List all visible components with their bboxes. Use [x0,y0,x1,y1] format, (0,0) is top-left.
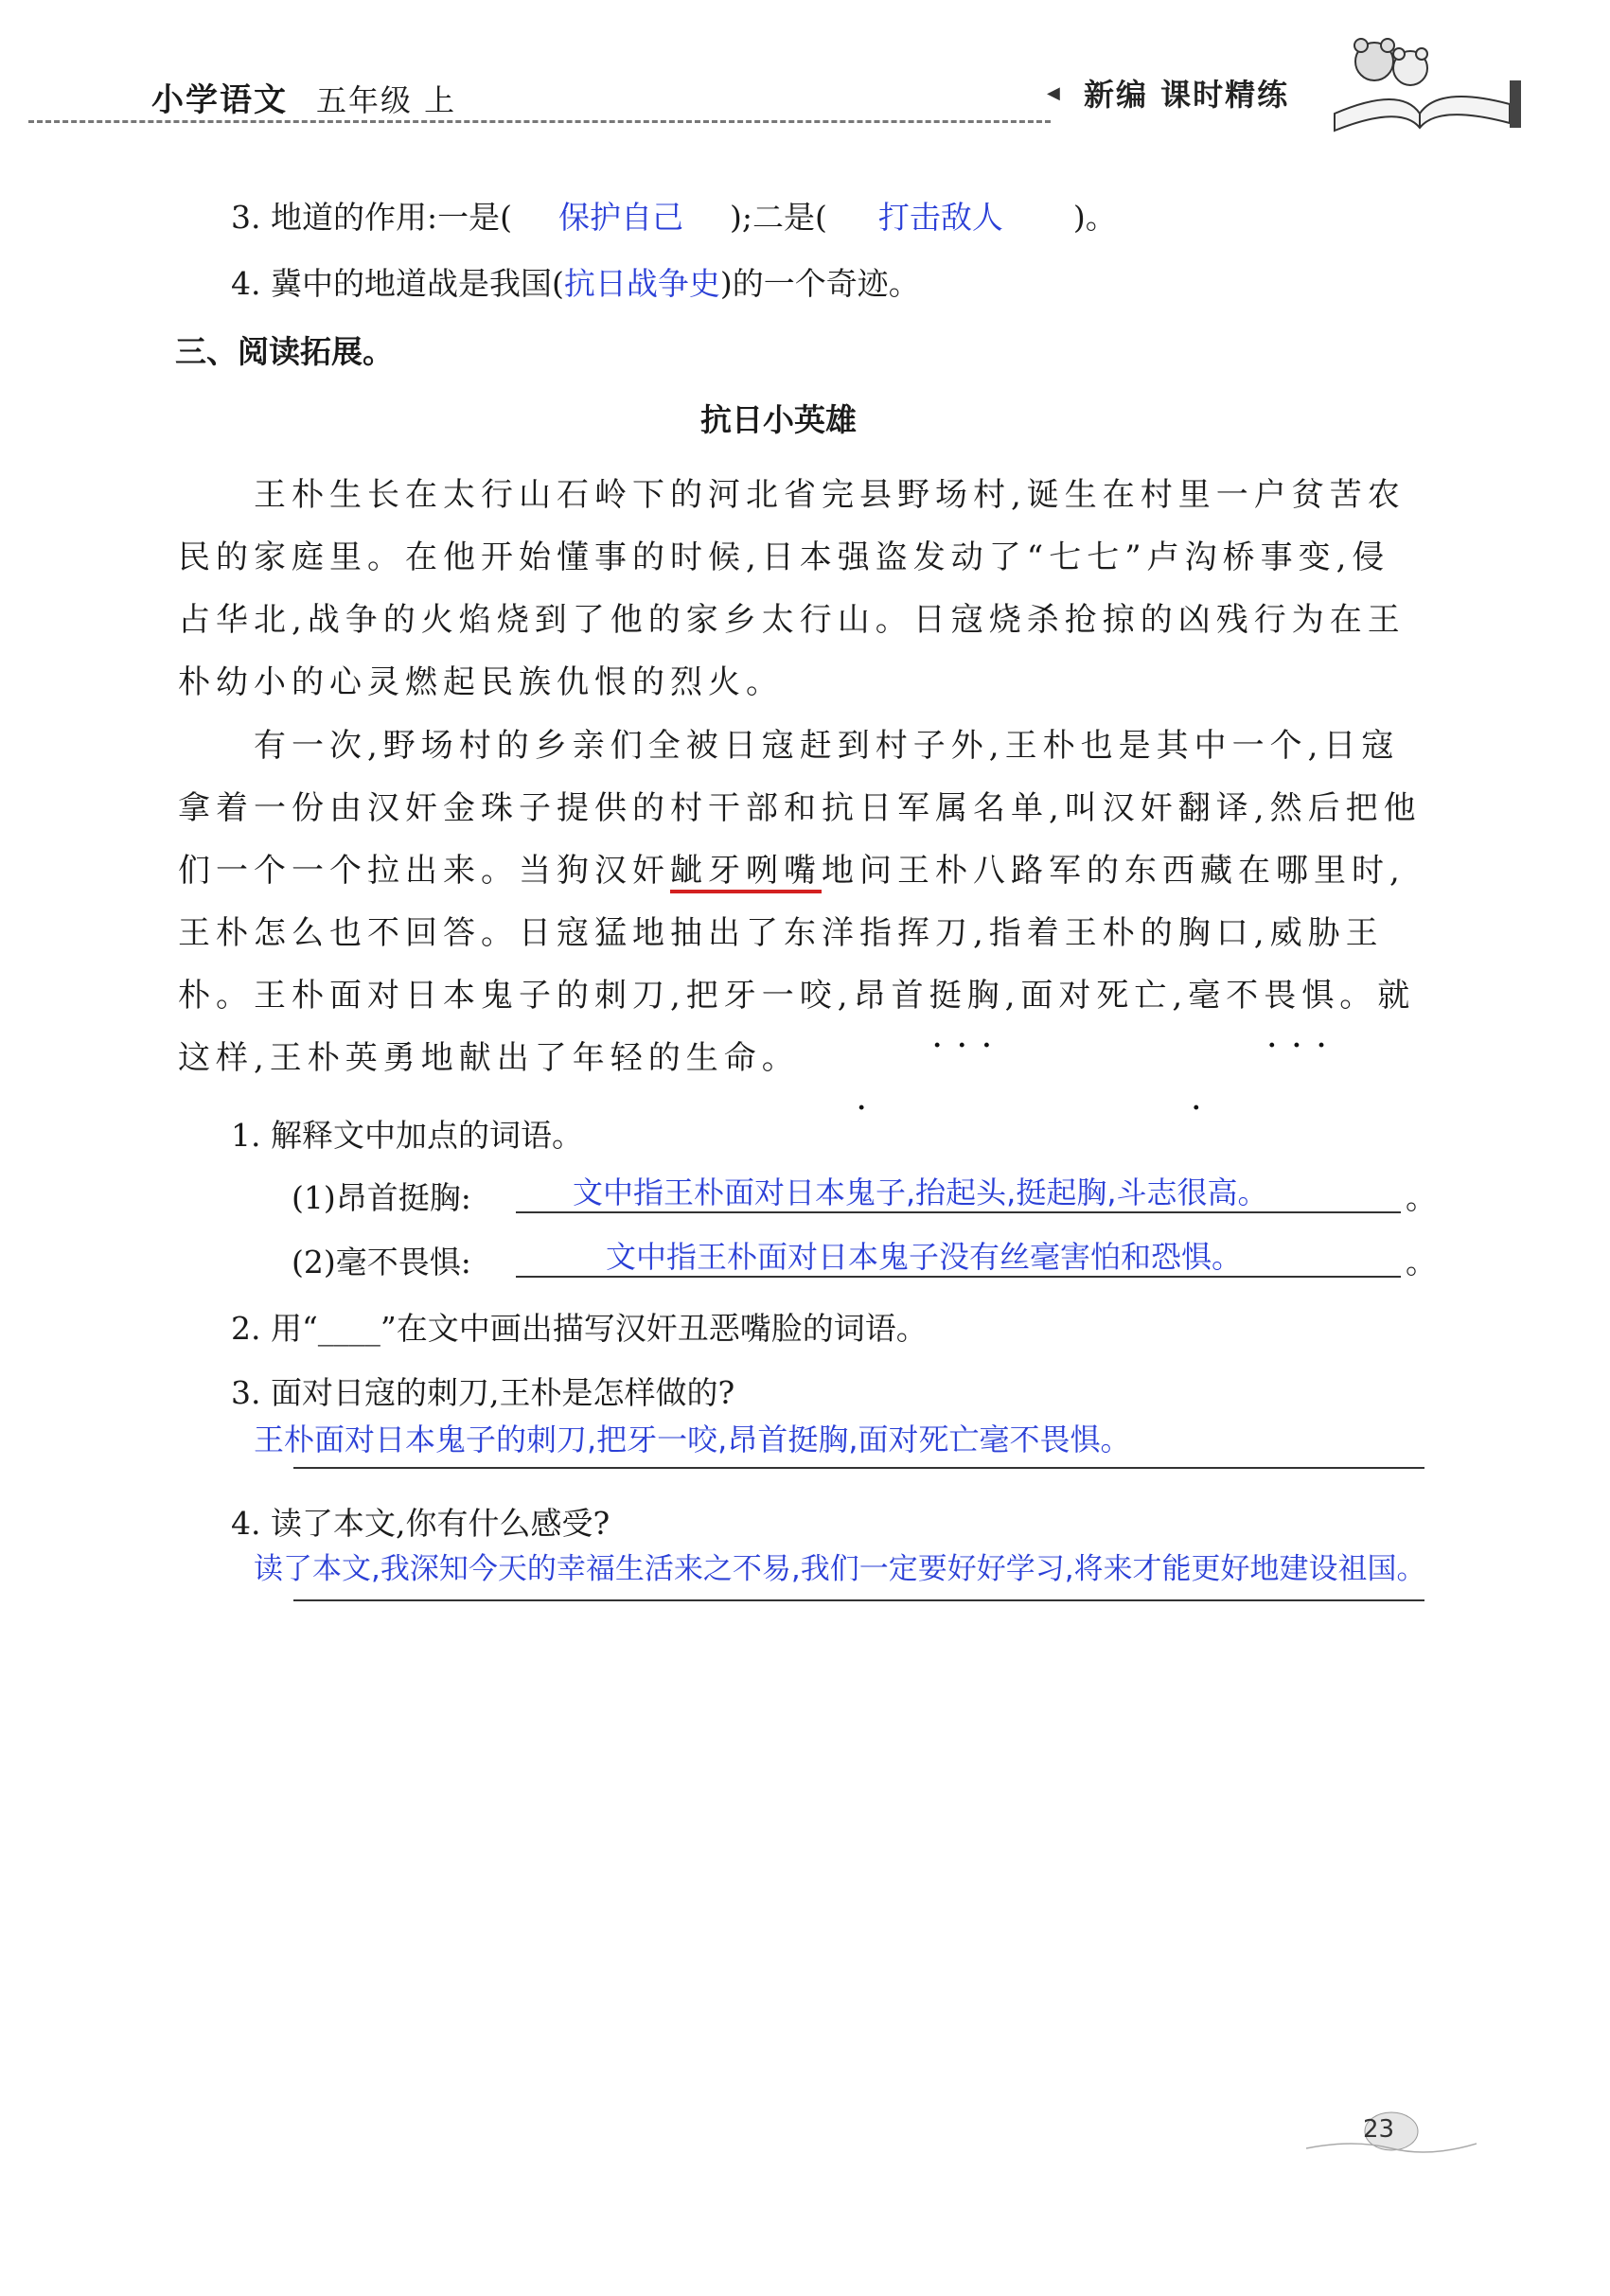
answer-4-text: 读了本文,我深知今天的幸福生活来之不易,我们一定要好好学习,将来才能更好地建设祖国。 [254,1552,1426,1586]
story-title: 抗日小英雄 [700,401,857,438]
period-1b: 。 [1406,1244,1437,1280]
underlined-phrase: 龇牙咧嘴 [670,852,822,893]
header-subject [151,74,456,120]
task-1: 1. 解释文中加点的词语。 [231,1117,583,1154]
task-1a-label: (1)昂首挺胸: [292,1179,471,1216]
header-divider [28,120,1051,123]
answer-3b: 打击敌人 [877,199,1003,236]
question-3: 3. 地道的作用:一是( 保护自己 );二是( 打击敌人 )。 [231,199,1117,236]
book-bears-icon [1316,19,1524,132]
period-1a: 。 [1406,1179,1437,1216]
page-number: 23 [1363,2115,1395,2144]
answer-line-4 [293,1599,1424,1601]
question-4: 4. 冀中的地道战是我国(抗日战争史)的一个奇迹。 [231,265,920,302]
section-title: 三、阅读拓展。 [175,333,394,370]
answer-1b: 文中指王朴面对日本鬼子没有丝毫害怕和恐惧。 [606,1239,1243,1275]
answer-line-3 [293,1467,1424,1469]
grade-label: 五年级 上 [316,82,457,118]
task-4: 4. 读了本文,你有什么感受? [231,1505,610,1542]
task-2: 2. 用“____”在文中画出描写汉奸丑恶嘴脸的词语。 [231,1310,928,1347]
task-1b-label: (2)毫不畏惧: [292,1244,471,1280]
dotted-word-2: 毫不畏惧 · · [1188,977,1339,1015]
subject-label: 小学语文 [151,81,288,119]
task-3: 3. 面对日寇的刺刀,王朴是怎样做的? [231,1374,735,1411]
answer-1a: 文中指王朴面对日本鬼子,抬起头,挺起胸,斗志很高。 [573,1174,1268,1210]
answer-3a: 保护自己 [557,199,683,236]
story-paragraph-1: 王朴生长在太行山石岭下的河北省完县野场村,诞生在村里一户贫苦农民的家庭里。在他开始懂事的时候,日本强盗发动了“七七”卢沟桥事变,侵占华北,战争的火焰烧到了他的家乡太行山。日寇烧杀抢掠的凶残行为在王朴幼小的心灵燃起民族仇恨的烈火。 [178,476,1406,701]
dotted-word-1: 昂首挺胸 · · [854,977,1005,1015]
answer-3: 王朴面对日本鬼子的刺刀,把牙一咬,昂首挺胸,面对死亡毫不畏惧。 [254,1422,1131,1457]
series-title: 新编 课时精练 [1084,77,1290,113]
story-paragraph-2: 有一次,野场村的乡亲们全被日寇赶到村子外,王朴也是其中一个,日寇拿着一份由汉奸金珠子提供的村干部和抗日军属名单,叫汉奸翻译,然后把他们一个一个拉出来。当狗汉奸龇牙咧嘴地问王朴八路军的东西藏在哪里时,王朴怎么也不回答。日寇猛地抽出了东洋指挥刀,指着王朴的胸口,威胁王朴。王朴面对日本鬼子的刺刀,把牙一咬,昂首挺胸 · · ,面对死亡,毫不畏惧 · · 。就这样,王朴英勇地献出了年轻的生命。 [178,715,1427,1089]
answer-4: 抗日战争史 [563,265,720,302]
triangle-left-icon: ◀ [1047,83,1060,103]
